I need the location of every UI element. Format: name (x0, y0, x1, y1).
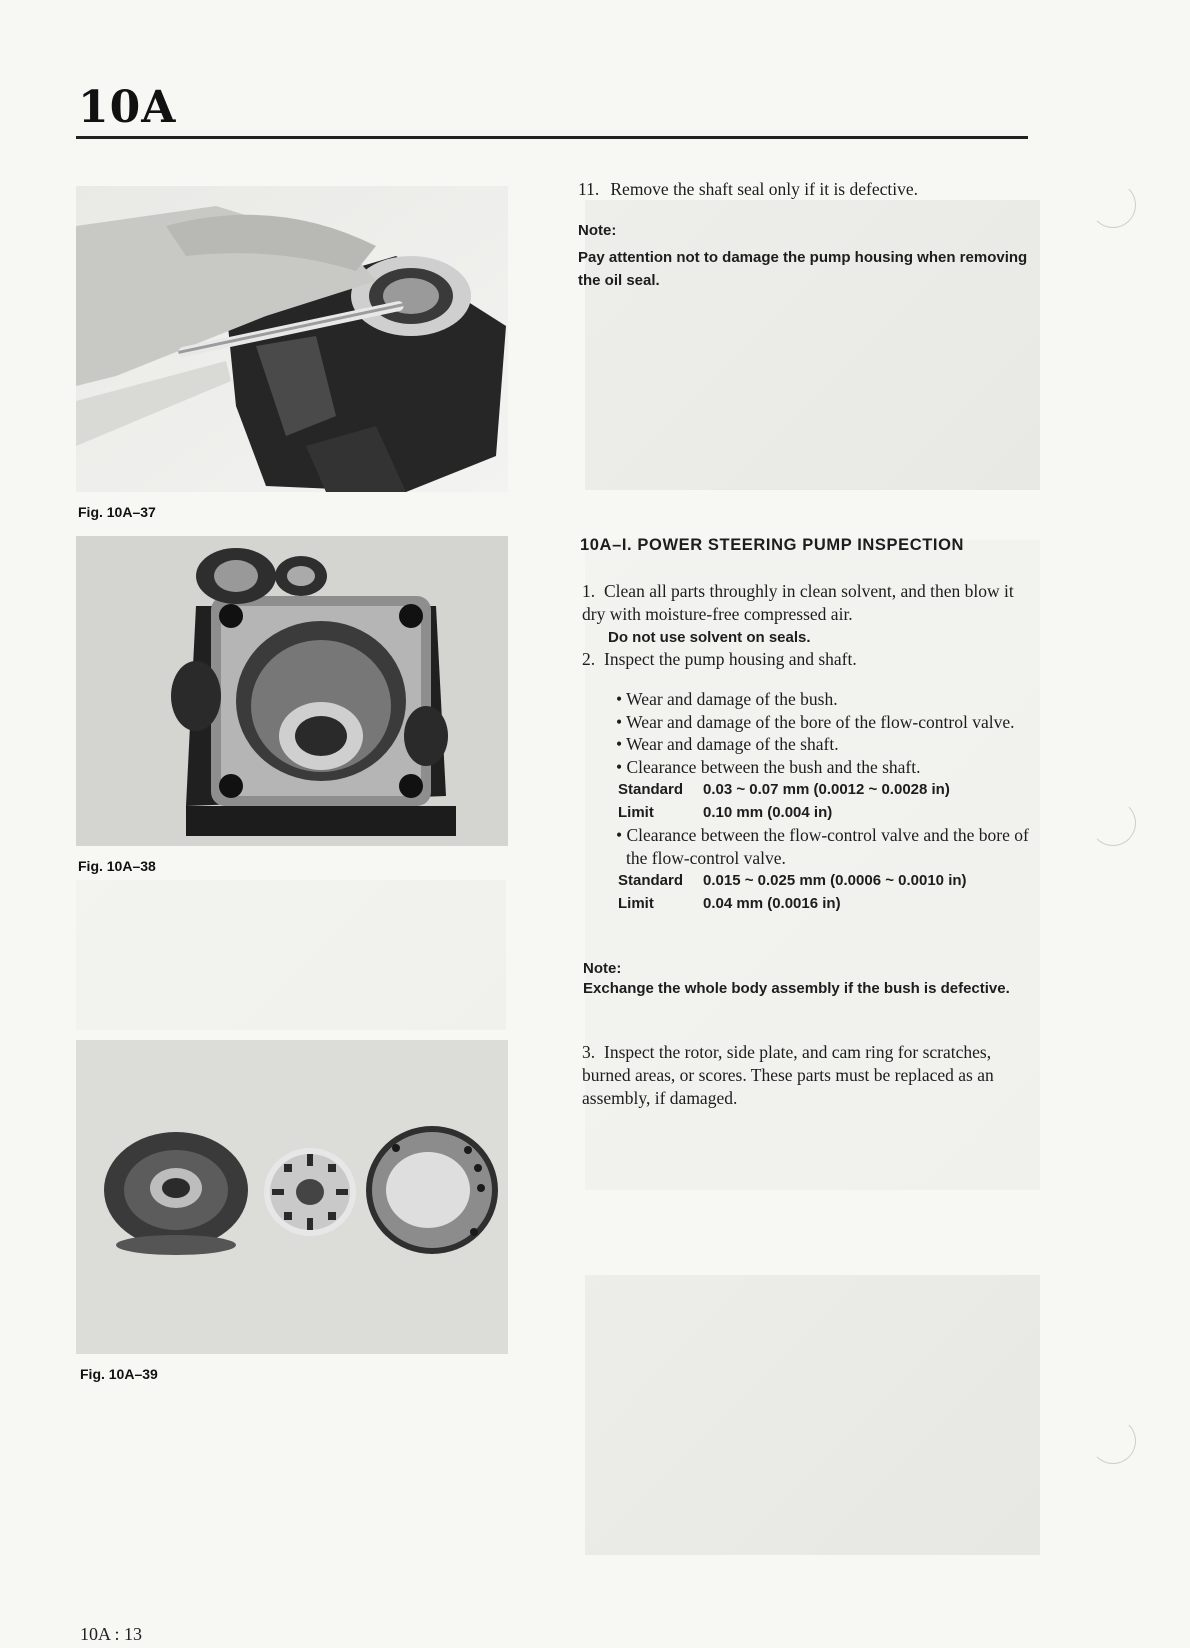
note-title: Note: (578, 222, 617, 239)
punch-hole (1090, 1418, 1136, 1464)
screwdriver-removing-seal-photo (76, 186, 508, 492)
figure-38-photo (76, 536, 508, 846)
step-number: 11. (578, 179, 600, 199)
inspection-checklist (616, 688, 1041, 915)
inspection-heading: 10A–I. POWER STEERING PUMP INSPECTION (580, 536, 965, 554)
solvent-warning: Do not use solvent on seals. (608, 629, 811, 646)
pump-housing-photo (76, 536, 508, 846)
step-number: 1. (582, 581, 596, 601)
spec-label: Standard (618, 781, 684, 798)
rotor-side-plate-cam-ring-photo (76, 1040, 508, 1354)
spec-value: 0.04 mm (0.0016 in) (703, 895, 841, 912)
bleed-through-panel (76, 880, 506, 1030)
checklist-item: • Wear and damage of the bore of the flow-control valve. (616, 711, 1015, 732)
note-body: Pay attention not to damage the pump housing when removing the oil seal. (578, 249, 1028, 289)
figure-39-photo (76, 1040, 508, 1354)
checklist-item: • Wear and damage of the bush. (616, 689, 838, 709)
spec-value: 0.015 ~ 0.025 mm (0.0006 ~ 0.0010 in) (703, 872, 967, 889)
step-text: Clean all parts throughly in clean solvent, and then blow it dry with moisture-free compressed air. (582, 581, 1014, 624)
step-11 (578, 178, 1038, 201)
inspection-step-1 (582, 580, 1037, 649)
step-number: 3. (582, 1042, 596, 1062)
spec-standard (616, 778, 1041, 801)
figure-38-caption: Fig. 10A–38 (78, 858, 156, 874)
spec-label: Limit (618, 895, 654, 912)
spec-limit (616, 892, 1041, 915)
checklist-item: • Clearance between the flow-control valve and the bore of the flow-control valve. (616, 825, 1029, 868)
spec-standard (616, 869, 1041, 892)
figure-39-caption: Fig. 10A–39 (80, 1366, 158, 1382)
figure-37-photo (76, 186, 508, 492)
section-title: 10A (78, 82, 177, 133)
step-text: Inspect the rotor, side plate, and cam ring for scratches, burned areas, or scores. These parts must be replaced as an assembly, if damaged. (582, 1042, 994, 1108)
punch-hole (1090, 800, 1136, 846)
checklist-item: • Clearance between the bush and the shaft. (616, 756, 921, 777)
header-rule (76, 136, 1028, 139)
spec-value: 0.10 mm (0.004 in) (703, 804, 833, 821)
spec-label: Limit (618, 804, 654, 821)
page-number: 10A : 13 (80, 1624, 143, 1644)
punch-hole (1090, 182, 1136, 228)
step-text: Remove the shaft seal only if it is defective. (610, 179, 918, 199)
spec-limit (616, 801, 1041, 824)
spec-label: Standard (618, 872, 684, 889)
bleed-through-panel (585, 1275, 1040, 1555)
inspection-step-3 (582, 1041, 1037, 1110)
note-title: Note: (583, 960, 622, 977)
inspection-step-2 (582, 648, 1037, 671)
step-11-block (578, 178, 1038, 292)
note-body: Exchange the whole body assembly if the bush is defective. (583, 980, 1010, 997)
checklist-item: • Wear and damage of the shaft. (616, 734, 839, 754)
figure-37-caption: Fig. 10A–37 (78, 504, 156, 520)
bush-note (583, 960, 1038, 1000)
spec-value: 0.03 ~ 0.07 mm (0.0012 ~ 0.0028 in) (703, 781, 950, 798)
step-text: Inspect the pump housing and shaft. (604, 649, 857, 669)
step-number: 2. (582, 649, 596, 669)
